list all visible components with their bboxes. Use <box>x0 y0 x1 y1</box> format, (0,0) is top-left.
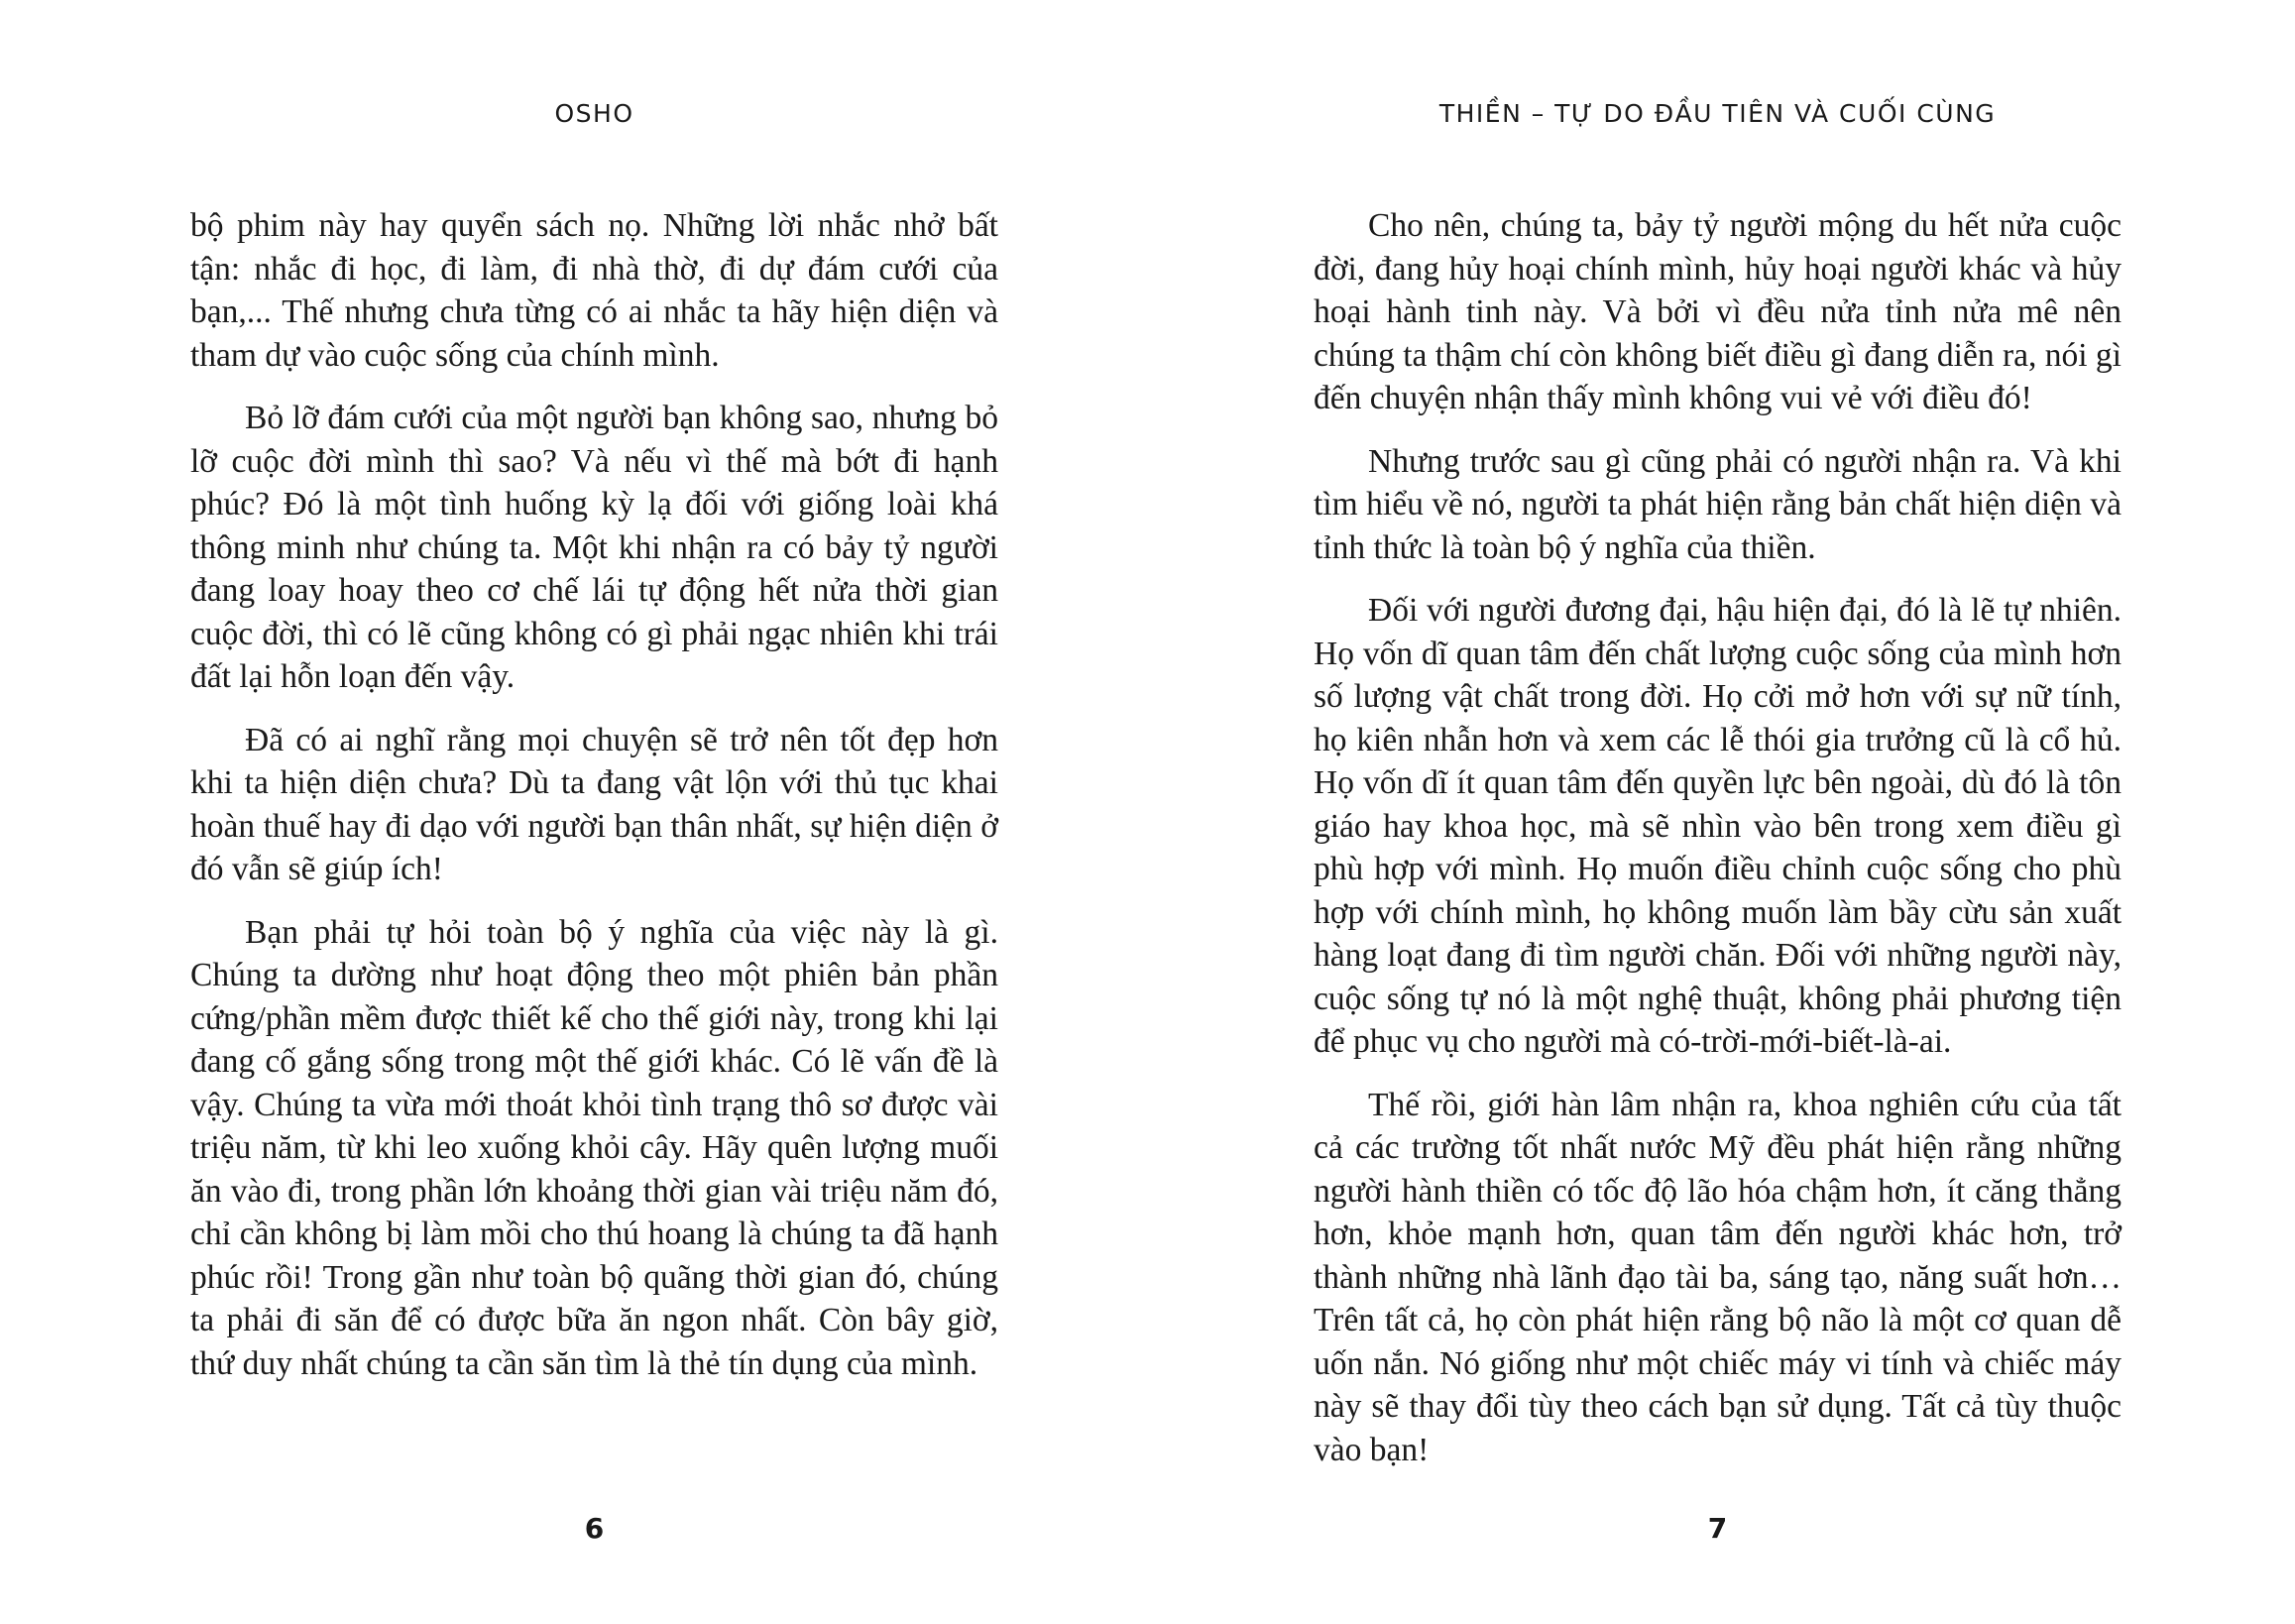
right-page-number: 7 <box>1707 1512 1728 1545</box>
paragraph: Nhưng trước sau gì cũng phải có người nhận ra. Và khi tìm hiểu về nó, người ta phát hiện rằng bản chất hiện diện và tỉnh thức là toàn bộ ý nghĩa của thiền. <box>1314 442 2122 566</box>
left-body-text <box>190 204 998 1405</box>
right-page <box>1314 0 2122 1624</box>
paragraph: Thế rồi, giới hàn lâm nhận ra, khoa nghiên cứu của tất cả các trường tốt nhất nước Mỹ đều phát hiện rằng những người hành thiền có tốc độ lão hóa chậm hơn, ít căng thẳng hơn, khỏe mạnh hơn, quan tâm đến người khác hơn, trở thành những nhà lãnh đạo tài ba, sáng tạo, năng suất hơn… Trên tất cả, họ còn phát hiện rằng bộ não là một cơ quan dễ uốn nắn. Nó giống như một chiếc máy vi tính và chiếc máy này sẽ thay đổi tùy theo cách bạn sử dụng. Tất cả tùy thuộc vào bạn! <box>1314 1086 2122 1468</box>
paragraph: Đã có ai nghĩ rằng mọi chuyện sẽ trở nên tốt đẹp hơn khi ta hiện diện chưa? Dù ta đang vật lộn với thủ tục khai hoàn thuế hay đi dạo với người bạn thân nhất, sự hiện diện ở đó vẫn sẽ giúp ích! <box>190 721 998 887</box>
paragraph: Bạn phải tự hỏi toàn bộ ý nghĩa của việc này là gì. Chúng ta dường như hoạt động theo một phiên bản phần cứng/phần mềm được thiết kế cho thế giới này, trong khi lại đang cố gắng sống trong một thế giới khác. Có lẽ vấn đề là vậy. Chúng ta vừa mới thoát khỏi tình trạng thô sơ được vài triệu năm, từ khi leo xuống khỏi cây. Hãy quên lượng muối ăn vào đi, trong phần lớn khoảng thời gian vài triệu năm đó, chỉ cần không bị làm mồi cho thú hoang là chúng ta đã hạnh phúc rồi! Trong gần như toàn bộ quãng thời gian đó, chúng ta phải đi săn để có được bữa ăn ngon nhất. Còn bây giờ, thứ duy nhất chúng ta cần săn tìm là thẻ tín dụng của mình. <box>190 913 998 1382</box>
right-body-text <box>1314 204 2122 1491</box>
paragraph: Bỏ lỡ đám cưới của một người bạn không sao, nhưng bỏ lỡ cuộc đời mình thì sao? Và nếu vì thế mà bớt đi hạnh phúc? Đó là một tình huống kỳ lạ đối với giống loài khá thông minh như chúng ta. Một khi nhận ra có bảy tỷ người đang loay hoay theo cơ chế lái tự động hết nửa thời gian cuộc đời, thì có lẽ cũng không có gì phải ngạc nhiên khi trái đất lại hỗn loạn đến vậy. <box>190 400 998 695</box>
right-running-head: THIỀN – TỰ DO ĐẦU TIÊN VÀ CUỐI CÙNG <box>1438 99 1997 128</box>
paragraph: bộ phim này hay quyển sách nọ. Những lời nhắc nhở bất tận: nhắc đi học, đi làm, đi nhà thờ, đi dự đám cưới của bạn,... Thế nhưng chưa từng có ai nhắc ta hãy hiện diện và tham dự vào cuộc sống của chính mình. <box>190 207 998 374</box>
left-running-head: OSHO <box>554 99 634 128</box>
left-page <box>190 0 998 1624</box>
left-page-number: 6 <box>584 1512 605 1545</box>
paragraph: Cho nên, chúng ta, bảy tỷ người mộng du hết nửa cuộc đời, đang hủy hoại chính mình, hủy hoại người khác và hủy hoại hành tinh này. Và bởi vì đều nửa tỉnh nửa mê nên chúng ta thậm chí còn không biết điều gì đang diễn ra, nói gì đến chuyện nhận thấy mình không vui vẻ với điều đó! <box>1314 207 2122 416</box>
paragraph: Đối với người đương đại, hậu hiện đại, đó là lẽ tự nhiên. Họ vốn dĩ quan tâm đến chất lượng cuộc sống của mình hơn số lượng vật chất trong đời. Họ cởi mở hơn với sự nữ tính, họ kiên nhẫn hơn và xem các lễ thói gia trưởng cũ là cổ hủ. Họ vốn dĩ ít quan tâm đến quyền lực bên ngoài, dù đó là tôn giáo hay khoa học, mà sẽ nhìn vào bên trong xem điều gì phù hợp với mình. Họ muốn điều chỉnh cuộc sống cho phù hợp với chính mình, họ không muốn làm bầy cừu sản xuất hàng loạt đang đi tìm người chăn. Đối với những người này, cuộc sống tự nó là một nghệ thuật, không phải phương tiện để phục vụ cho người mà có-trời-mới-biết-là-ai. <box>1314 592 2122 1060</box>
